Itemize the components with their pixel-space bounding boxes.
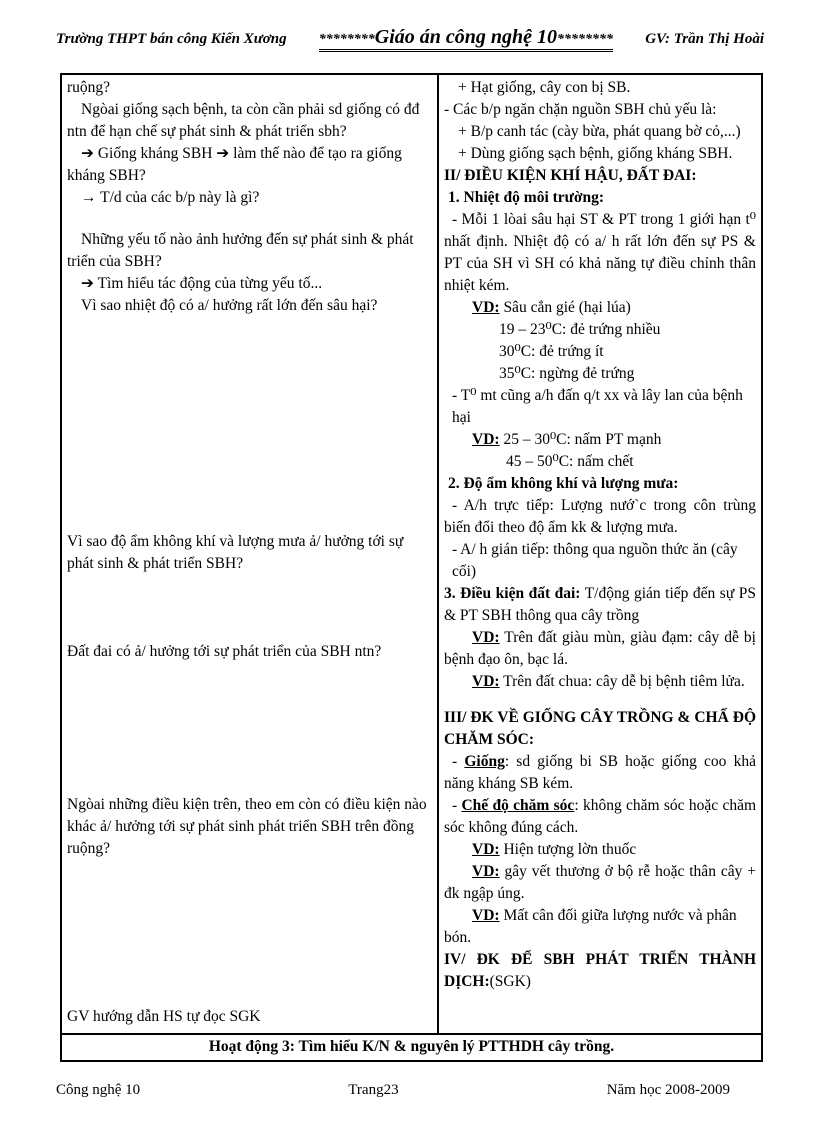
paragraph <box>448 473 756 495</box>
paragraph <box>444 861 756 905</box>
text-segment: gây vết thương ở bộ rễ hoặc thân cây + đk ngập úng. <box>444 863 756 902</box>
text-segment: Mất cân đối giữa lượng nước và phân bón. <box>444 907 737 946</box>
paragraph <box>499 341 756 363</box>
paragraph <box>444 583 756 627</box>
paragraph <box>444 671 756 693</box>
paragraph <box>67 531 432 575</box>
paragraph <box>67 295 432 317</box>
page-footer <box>56 1082 730 1099</box>
text-segment: VD: <box>472 907 500 924</box>
text-segment: 19 – 23⁰C: đẻ trứng nhiều <box>499 321 661 338</box>
text-segment: 30⁰C: đẻ trứng ít <box>499 343 604 360</box>
footer-page-number: Trang23 <box>348 1082 399 1098</box>
text-segment: Vì sao độ ẩm không khí và lượng mưa ả/ hưởng tới sự phát sinh & phát triển SBH? <box>67 533 404 572</box>
paragraph <box>499 319 756 341</box>
text-segment: (SGK) <box>489 973 531 990</box>
paragraph <box>67 794 432 860</box>
text-segment: VD: <box>472 299 500 316</box>
text-segment: Hiện tượng lờn thuốc <box>499 841 637 858</box>
text-segment: - <box>452 753 465 770</box>
two-column-area <box>62 75 761 1033</box>
paragraph <box>67 187 432 209</box>
text-segment: ➔ Giống kháng SBH ➔ làm thế nào để tạo ra giống kháng SBH? <box>67 145 402 184</box>
paragraph <box>67 77 432 99</box>
paragraph <box>452 385 756 429</box>
text-segment: GV hướng dẫn HS tự đọc SGK <box>67 1008 261 1025</box>
text-segment: : sd giống bi SB hoặc giống coo khả năng kháng SB kém. <box>444 753 756 792</box>
header-school-name: Trường THPT bán công Kiến Xương <box>56 31 287 47</box>
paragraph <box>472 839 756 861</box>
paragraph <box>506 451 756 473</box>
paragraph <box>444 751 756 795</box>
activity-row <box>62 1033 761 1060</box>
paragraph <box>67 273 432 295</box>
text-segment: VD: <box>472 841 500 858</box>
paragraph <box>499 363 756 385</box>
paragraph <box>67 99 432 143</box>
text-segment: T/động gián tiếp đến sự PS & PT SBH thông qua cây trồng <box>444 585 756 624</box>
paragraph <box>472 297 756 319</box>
paragraph <box>67 641 432 663</box>
text-segment: Sâu cắn gié (hại lúa) <box>499 299 631 316</box>
text-segment: VD: <box>472 629 500 646</box>
lesson-plan-table <box>60 73 763 1062</box>
text-segment: Chế độ chăm sóc <box>461 797 575 814</box>
paragraph <box>458 77 756 99</box>
text-segment: + Dùng giống sạch bệnh, giống kháng SBH. <box>458 145 733 162</box>
text-segment: + Hạt giống, cây con bị SB. <box>458 79 631 96</box>
text-segment: VD: <box>472 863 500 880</box>
title-text: Giáo án công nghệ 10 <box>374 26 558 48</box>
text-segment: Những yếu tố nào ảnh hưởng đến sự phát sinh & phát triển của SBH? <box>67 231 414 270</box>
text-segment: Giống <box>464 753 505 770</box>
document-header <box>56 26 764 52</box>
text-segment: II/ ĐIỀU KIỆN KHÍ HẬU, ĐẤT ĐAI: <box>444 167 697 184</box>
paragraph <box>444 905 756 949</box>
text-segment: - Các b/p ngăn chặn nguồn SBH chủ yếu là: <box>444 101 717 118</box>
text-segment: VD: <box>472 431 500 448</box>
lesson-content-column <box>439 75 761 1033</box>
header-title <box>319 26 613 52</box>
paragraph <box>444 949 756 993</box>
text-segment: 25 – 30⁰C: nấm PT mạnh <box>499 431 662 448</box>
text-segment: 35⁰C: ngừng đẻ trứng <box>499 365 635 382</box>
paragraph <box>458 143 756 165</box>
paragraph <box>448 187 756 209</box>
text-segment: 1. Nhiệt độ môi trường: <box>448 189 605 206</box>
text-segment: ➔ Tìm hiểu tác động của từng yếu tố... <box>81 275 323 292</box>
footer-subject: Công nghệ 10 <box>56 1082 141 1098</box>
paragraph <box>444 495 756 539</box>
text-segment: III/ ĐK VỀ GIỐNG CÂY TRỒNG & CHẤ ĐỘ CHĂM SÓC: <box>444 709 756 748</box>
paragraph <box>444 707 756 751</box>
text-segment: - Mỗi 1 lòai sâu hại ST & PT trong 1 giới hạn t⁰ nhất định. Nhiệt độ có a/ h rất lớn đến sự PS & PT của SH vì SH có khả năng tự điều chỉnh thân nhiệt kém. <box>444 211 756 294</box>
paragraph <box>444 165 756 187</box>
paragraph <box>452 539 756 583</box>
text-segment: 2. Độ ẩm không khí và lượng mưa: <box>448 475 679 492</box>
text-segment: - T⁰ mt cũng a/h đấn q/t xx và lây lan của bệnh hại <box>452 387 743 426</box>
text-segment: - <box>452 797 462 814</box>
paragraph <box>67 1006 432 1028</box>
text-segment: - A/ h gián tiếp: thông qua nguồn thức ăn (cây cối) <box>452 541 738 580</box>
text-segment: ruộng? <box>67 79 111 96</box>
footer-school-year: Năm học 2008-2009 <box>606 1082 730 1098</box>
paragraph <box>67 229 432 273</box>
paragraph <box>458 121 756 143</box>
text-segment: : không chăm sóc hoặc chăm sóc không đúng cách. <box>444 797 757 836</box>
text-segment: - A/h trực tiếp: Lượng nướ`c trong côn trùng biến đổi theo độ ẩm kk & lượng mưa. <box>444 497 756 536</box>
activity-title: Hoạt động 3: Tìm hiểu K/N & nguyên lý PTTHDH cây trồng. <box>208 1038 615 1055</box>
text-segment: VD: <box>472 673 500 690</box>
text-segment: Ngòai giống sạch bệnh, ta còn cần phải sd giống có đđ ntn để hạn chế sự phát sinh & phát triển sbh? <box>67 101 420 140</box>
teacher-activity-column <box>62 75 439 1033</box>
title-stars-right: ******** <box>557 32 614 47</box>
paragraph <box>472 429 756 451</box>
text-segment: 3. Điều kiện đất đai: <box>444 585 581 602</box>
header-teacher-name: GV: Trần Thị Hoài <box>645 31 764 47</box>
text-segment: Đất đai có ả/ hưởng tới sự phát triển của SBH ntn? <box>67 643 382 660</box>
text-segment: Ngòai những điều kiện trên, theo em còn có điều kiện nào khác ả/ hưởng tới sự phát sinh phát triển SBH trên đồng ruộng? <box>67 796 427 857</box>
text-segment: → T/d của các b/p này là gì? <box>81 189 260 206</box>
text-segment: 45 – 50⁰C: nấm chết <box>506 453 634 470</box>
text-segment: Trên đất giàu mùn, giàu đạm: cây dễ bị bệnh đạo ôn, bạc lá. <box>444 629 756 668</box>
paragraph <box>444 627 756 671</box>
paragraph <box>444 209 756 297</box>
title-stars-left: ******** <box>318 32 375 47</box>
text-segment: + B/p canh tác (cày bừa, phát quang bờ cỏ,...) <box>458 123 741 140</box>
text-segment: Vì sao nhiệt độ có a/ hưởng rất lớn đến sâu hại? <box>81 297 378 314</box>
paragraph <box>444 795 756 839</box>
text-segment: Trên đất chua: cây dễ bị bệnh tiêm lửa. <box>499 673 745 690</box>
paragraph <box>67 143 432 187</box>
paragraph <box>444 99 756 121</box>
text-segment: IV/ ĐK ĐỂ SBH PHÁT TRIỂN THÀNH DỊCH: <box>444 951 756 990</box>
